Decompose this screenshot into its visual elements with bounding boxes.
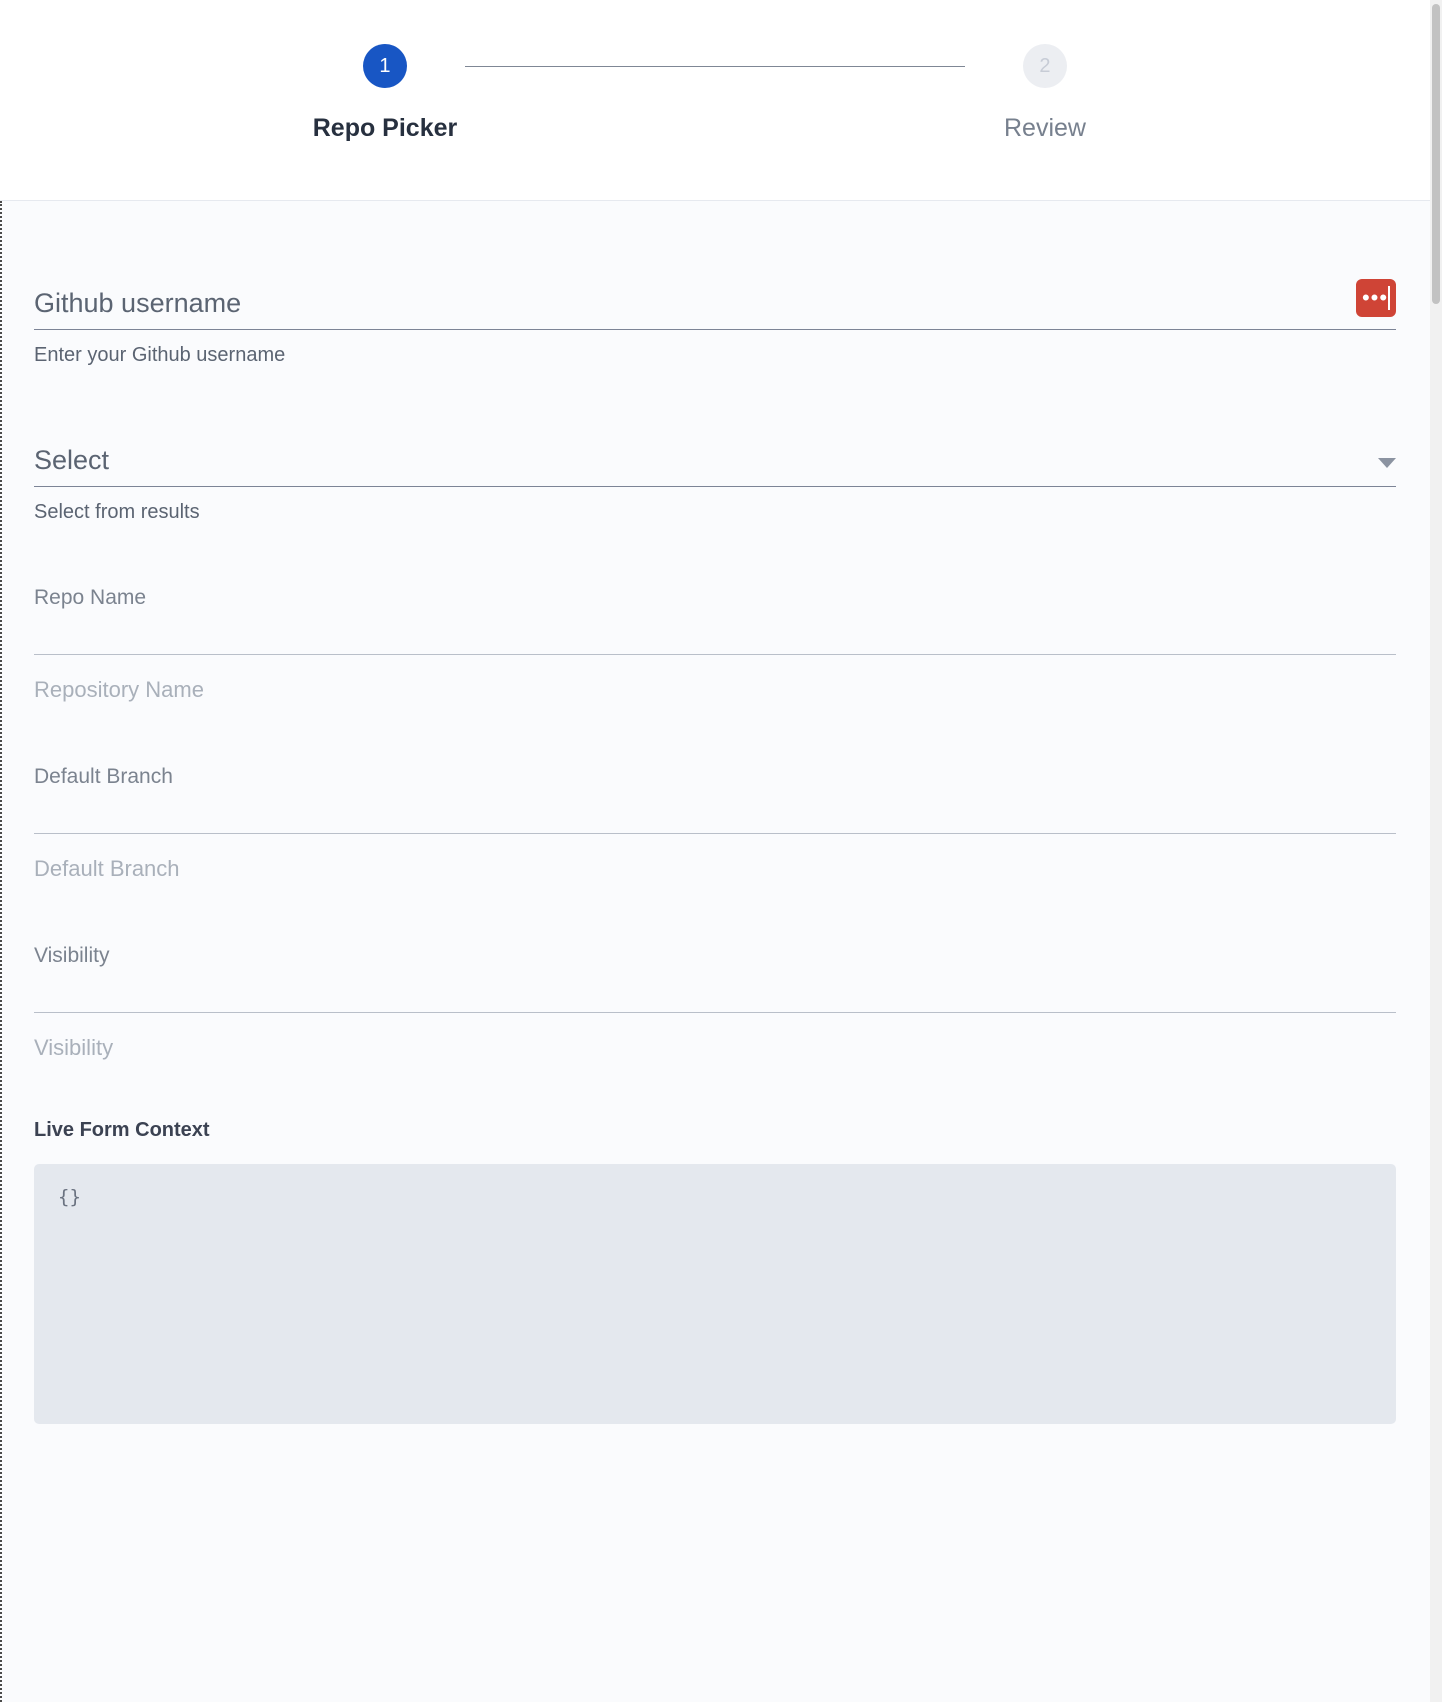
page-scrollbar-thumb[interactable]	[1432, 4, 1440, 304]
stepper-header	[0, 0, 1430, 200]
results-select-field[interactable]	[34, 367, 1396, 524]
password-dots-glyph: •••	[1361, 285, 1389, 310]
default-branch-input[interactable]	[34, 833, 1396, 834]
visibility-field[interactable]	[34, 882, 1396, 1061]
default-branch-field[interactable]	[34, 703, 1396, 882]
panel-left-dotted-border	[0, 201, 4, 1702]
chevron-down-icon[interactable]	[1378, 458, 1396, 468]
github-username-helper: Enter your Github username	[34, 344, 286, 366]
github-username-label: Github username	[34, 288, 242, 318]
password-caret-icon	[1388, 286, 1390, 310]
results-select-label: Select	[34, 445, 110, 475]
page-scrollbar[interactable]	[1430, 0, 1442, 1702]
live-form-context-output: {}	[34, 1164, 1396, 1424]
step-review[interactable]	[965, 44, 1125, 143]
default-branch-placeholder: Default Branch	[34, 856, 180, 881]
github-username-field[interactable]	[34, 201, 1396, 367]
visibility-placeholder: Visibility	[34, 1035, 114, 1060]
repo-name-field[interactable]	[34, 524, 1396, 703]
step-1-label: Repo Picker	[312, 114, 458, 142]
visibility-input[interactable]	[34, 1012, 1396, 1013]
repo-name-label: Repo Name	[34, 586, 147, 609]
step-2-label: Review	[1004, 114, 1086, 142]
stepper	[0, 44, 1430, 143]
password-dots-icon[interactable]	[1356, 279, 1396, 317]
repo-name-input[interactable]	[34, 654, 1396, 655]
form-panel	[0, 200, 1430, 1702]
results-select-helper: Select from results	[34, 501, 200, 523]
github-username-input-row[interactable]	[34, 279, 1396, 330]
step-1-circle[interactable]: 1	[363, 44, 407, 88]
repo-name-placeholder: Repository Name	[34, 677, 204, 702]
visibility-label: Visibility	[34, 944, 110, 967]
stepper-connector-line	[465, 66, 965, 67]
step-2-circle[interactable]: 2	[1023, 44, 1067, 88]
default-branch-label: Default Branch	[34, 765, 173, 788]
live-form-context-title: Live Form Context	[34, 1119, 210, 1141]
results-select-row[interactable]	[34, 445, 1396, 487]
step-repo-picker[interactable]	[305, 44, 465, 143]
form-content	[0, 201, 1430, 1424]
